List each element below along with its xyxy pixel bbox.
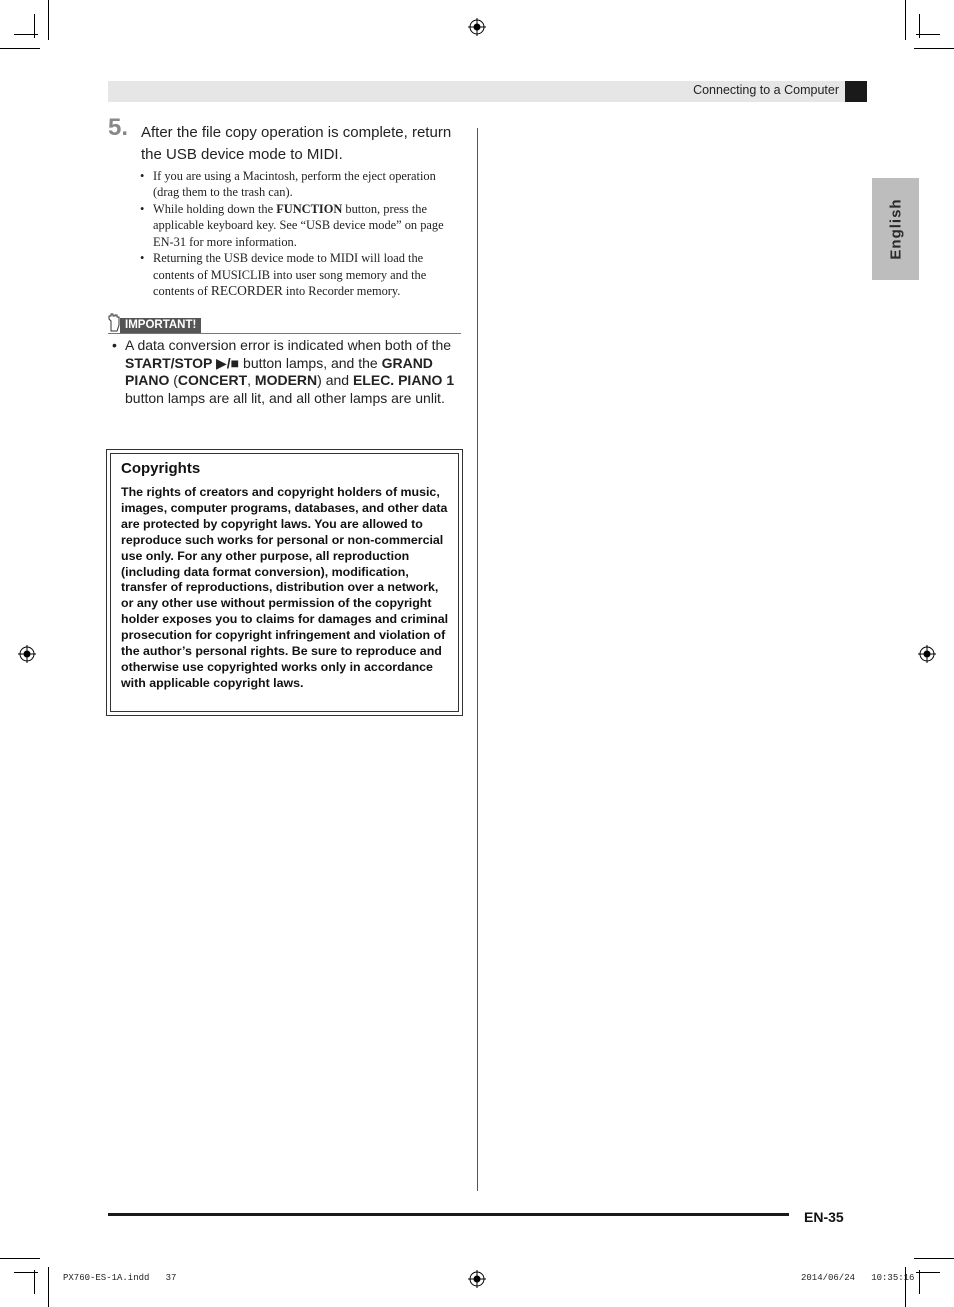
registration-mark-icon [18, 645, 36, 663]
hand-pointer-icon [107, 313, 121, 333]
crop-mark [905, 0, 906, 40]
step-text: After the file copy operation is complete, return the USB device mode to MIDI. [141, 124, 452, 163]
list-item: • If you are using a Macintosh, perform the eject operation (drag them to the trash can). [140, 168, 460, 201]
language-tab [872, 178, 919, 280]
section-title: Connecting to a Computer [693, 83, 839, 97]
crop-mark [14, 34, 38, 35]
column-divider [477, 128, 478, 1191]
crop-mark [919, 1270, 920, 1294]
copyrights-body: The rights of creators and copyright holders of music, images, computer programs, databases, and other data are protected by copyright laws. You are allowed to reproduce such works for personal or non-commercial use only. For any other purpose, all reproduction (including data format conversion), modification, transfer of reproductions, distribution over a network, or any other use without permission of the copyright holder exposes you to claims for damages and criminal prosecution for copyright infringement and violation of the author’s personal rights. Be sure to reproduce and otherwise use copyrighted works only in accordance with applicable copyright laws. [121, 485, 449, 690]
step-bullet-list [140, 168, 460, 300]
crop-mark [0, 1258, 40, 1259]
slug-date: 2014/06/24 10:35:16 [801, 1273, 915, 1283]
copyrights-inner-frame [110, 453, 459, 712]
registration-mark-icon [468, 1270, 486, 1288]
footer-rule [108, 1213, 789, 1216]
important-note: • A data conversion error is indicated when both of the START/STOP ▶/■ button lamps, and the GRAND PIANO (CONCERT, MODERN) and ELEC. PIANO 1 button lamps are all lit, and all other lamps are unlit. [112, 337, 455, 406]
crop-mark [48, 0, 49, 40]
important-rule [108, 333, 461, 334]
crop-mark [34, 1270, 35, 1294]
crop-mark [0, 48, 40, 49]
list-item: • Returning the USB device mode to MIDI will load the contents of MUSICLIB into user song memory and the contents of RECORDER into Recorder memory. [140, 250, 460, 299]
page-number: EN-35 [804, 1209, 844, 1225]
registration-mark-icon [468, 18, 486, 36]
crop-mark [914, 48, 954, 49]
slug-file: PX760-ES-1A.indd 37 [63, 1273, 177, 1283]
list-item: • While holding down the FUNCTION button, press the applicable keyboard key. See “USB device mode” on page EN-31 for more information. [140, 201, 460, 250]
crop-mark [916, 34, 940, 35]
language-tab-label: English [887, 198, 904, 260]
important-label: IMPORTANT! [120, 318, 201, 333]
copyrights-box [106, 449, 463, 716]
header-block [845, 81, 867, 102]
step-number: 5. [108, 114, 129, 141]
registration-mark-icon [918, 645, 936, 663]
crop-mark [914, 1258, 954, 1259]
copyrights-title: Copyrights [121, 460, 201, 477]
crop-mark [48, 1267, 49, 1307]
crop-mark [916, 1272, 940, 1273]
crop-mark [14, 1272, 38, 1273]
